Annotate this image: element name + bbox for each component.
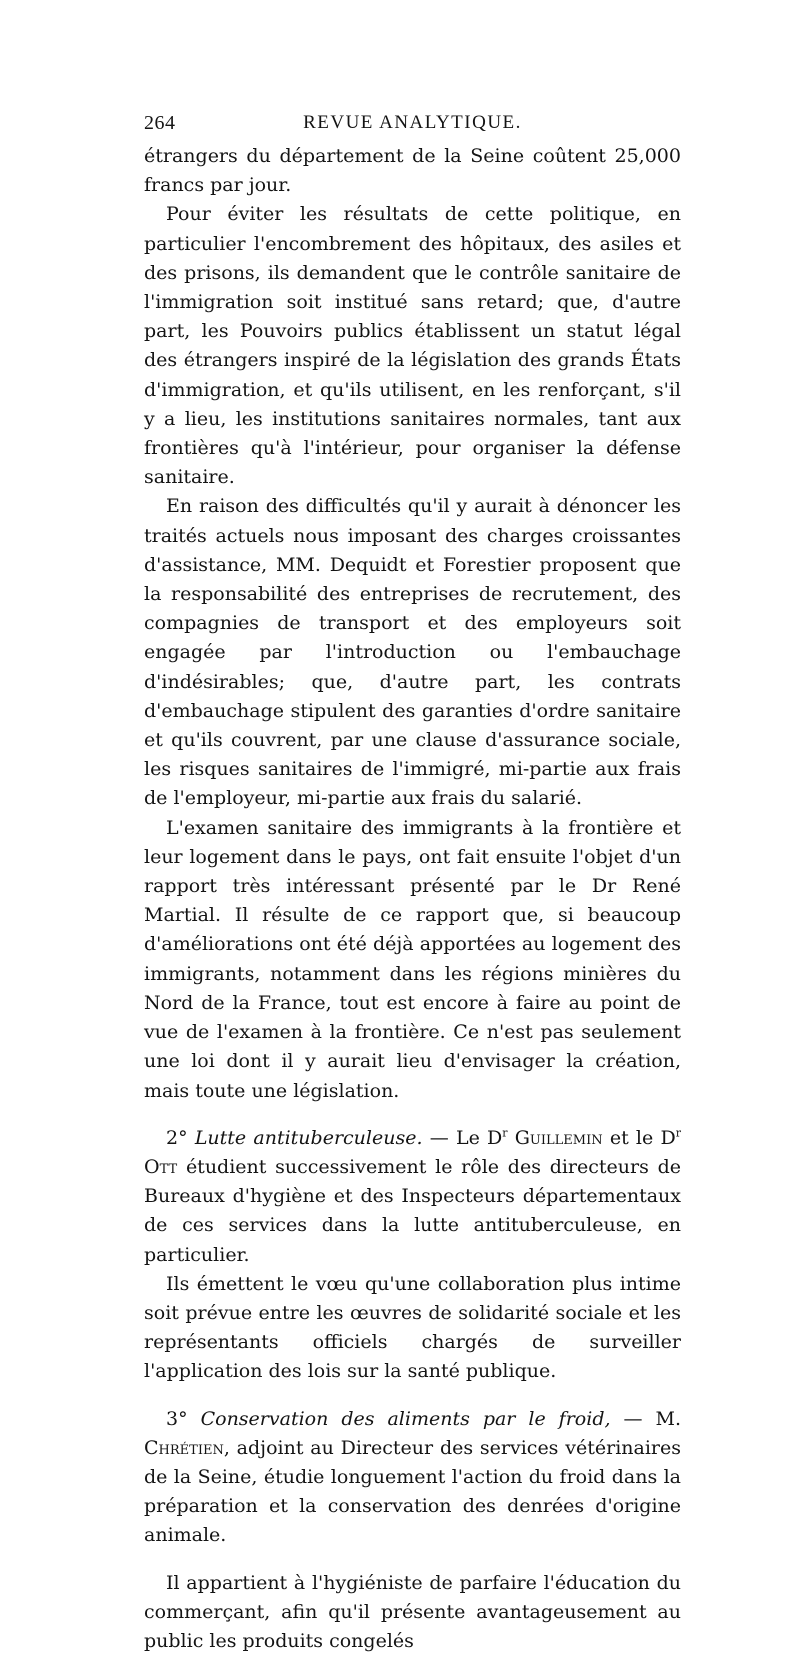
doctor-sup: r (675, 1126, 681, 1140)
doctor-sup: r (502, 1126, 508, 1140)
book-page (144, 112, 681, 1656)
author-name: Guillemin (514, 1126, 603, 1149)
running-title: REVUE ANALYTIQUE. (303, 112, 522, 133)
section-number: 2° (166, 1126, 188, 1149)
page-header (144, 112, 681, 142)
page-number: 264 (144, 112, 176, 134)
paragraph-text: L'examen sanitaire des immigrants à la frontière et leur logement dans le pays, ont fait ensuite l'objet d'un rapport très intéressant présenté par le Dr René Martial. Il résulte de ce rapport que, si beaucoup d'améliorations ont été déjà apportées au logement des immigrants, notamment dans les régions minières du Nord de la France, tout est encore à faire au point de vue de l'examen à la frontière. Ce n'est pas seulement une loi dont il y aurait lieu d'envisager la création, mais toute une législation. (144, 816, 681, 1102)
body-text (144, 142, 681, 1656)
section-title: Conservation des aliments par le froid, (200, 1407, 611, 1430)
paragraph-text: étudient successivement le rôle des directeurs de Bureaux d'hygiène et des Inspecteurs départementaux de ces services dans la lutte antituberculeuse, en particulier. (144, 1155, 682, 1266)
paragraph: Ils émettent le vœu qu'une collaboration plus intime soit prévue entre les œuvres de solidarité sociale et les représentants officiels chargés de surveiller l'application des lois sur la santé publique. (144, 1272, 681, 1383)
doctor-abbrev: D (660, 1126, 676, 1149)
section-lutte-antituberculeuse (144, 1124, 681, 1270)
paragraph: Il appartient à l'hygiéniste de parfaire l'éducation du commerçant, afin qu'il présente avantageusement au public les produits congelés (144, 1571, 681, 1652)
dash-text: — Le (429, 1126, 480, 1149)
paragraph-martial (144, 814, 681, 1106)
section-title: Lutte antituberculeuse. (194, 1126, 423, 1149)
author-name: Chrétien (144, 1436, 224, 1459)
paragraph: Pour éviter les résultats de cette politique, en particulier l'encombrement des hôpitaux, des asiles et des prisons, ils demandent que le contrôle sanitaire de l'immigration soit institué sans retard; que, d'autre part, les Pouvoirs publics établissent un statut légal des étrangers inspiré de la législation des grands États d'immigration, et qu'ils utilisent, en les renforçant, s'il y a lieu, les institutions sanitaires normales, tant aux frontières qu'à l'intérieur, pour organiser la défense sanitaire. (144, 203, 681, 489)
paragraph-text: , adjoint au Directeur des services vétérinaires de la Seine, étudie longuement l'action du froid dans la préparation et la conservation des denrées d'origine animale. (144, 1436, 681, 1547)
paragraph-continuation: étrangers du département de la Seine coûtent 25,000 francs par jour. (144, 145, 681, 197)
section-conservation-aliments (144, 1405, 681, 1551)
doctor-abbrev: D (487, 1126, 503, 1149)
paragraph: En raison des difficultés qu'il y aurait à dénoncer les traités actuels nous imposant des charges croissantes d'assistance, MM. Dequidt et Forestier proposent que la responsabilité des entreprises de recrutement, des compagnies de transport et des employeurs soit engagée par l'introduction ou l'embauchage d'indésirables; que, d'autre part, les contrats d'embauchage stipulent des garanties d'ordre sanitaire et qu'ils couvrent, par une clause d'assurance sociale, les risques sanitaires de l'immigré, mi-partie aux frais de l'employeur, mi-partie aux frais du salarié. (144, 495, 681, 810)
conjunction-text: et le (609, 1126, 654, 1149)
author-name: Ott (144, 1155, 178, 1178)
section-number: 3° (166, 1407, 188, 1430)
dash-text: — M. (623, 1407, 681, 1430)
